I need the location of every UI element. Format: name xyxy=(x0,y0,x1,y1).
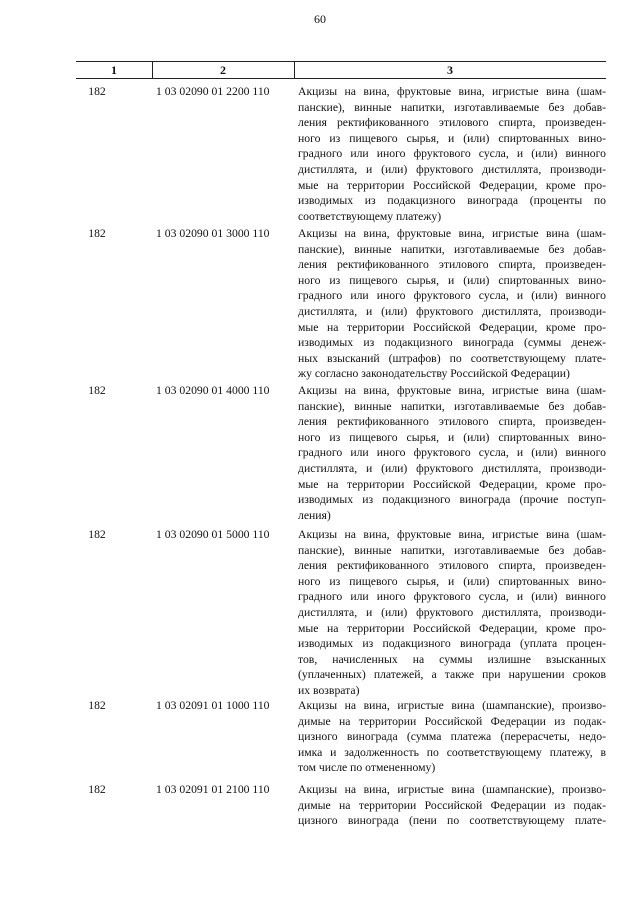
description-line: ного из пищевого сырья, и (или) спиртованных вино- xyxy=(298,430,606,444)
cell-description xyxy=(298,698,606,776)
header-col-3: 3 xyxy=(447,63,453,77)
description-line: цизного винограда (пени по соответствующему плате- xyxy=(298,814,606,828)
description-line: дистиллята, и (или) фруктового дистиллята, производи- xyxy=(298,162,606,176)
description-line: ления ректификованного этилового спирта, произведен- xyxy=(298,559,606,573)
cell-budget-classification-code: 1 03 02091 01 2100 110 xyxy=(156,783,270,796)
cell-description xyxy=(298,383,606,523)
description-line: том числе по отмененному) xyxy=(298,761,436,775)
cell-admin-code: 182 xyxy=(88,384,106,397)
cell-budget-classification-code: 1 03 02091 01 1000 110 xyxy=(156,699,270,712)
column-divider xyxy=(294,62,295,78)
description-line: ления ректификованного этилового спирта, произведен- xyxy=(298,116,606,130)
cell-admin-code: 182 xyxy=(88,783,106,796)
cell-admin-code: 182 xyxy=(88,528,106,541)
description-line: тов, начисленных на суммы излишне взысканных xyxy=(298,652,606,666)
cell-description xyxy=(298,226,606,382)
description-line: изводимых из подакцизного винограда (уплата процен- xyxy=(298,637,606,651)
column-divider xyxy=(152,62,153,78)
description-line: жу согласно законодательству Российской Федерации) xyxy=(298,367,570,381)
cell-budget-classification-code: 1 03 02090 01 4000 110 xyxy=(156,384,270,397)
description-line: изводимых из подакцизного винограда (прочие поступ- xyxy=(298,493,606,507)
description-line: соответствующему платежу) xyxy=(298,209,442,223)
description-line: ления ректификованного этилового спирта, произведен- xyxy=(298,258,606,272)
description-line: ных взысканий (штрафов) по соответствующему плате- xyxy=(298,351,606,365)
cell-admin-code: 182 xyxy=(88,227,106,240)
description-line: Акцизы на вина, фруктовые вина, игристые вина (шам- xyxy=(298,85,606,98)
description-line: ного из пищевого сырья, и (или) спиртованных вино- xyxy=(298,131,606,145)
description-line: дистиллята, и (или) фруктового дистиллята, производи- xyxy=(298,605,606,619)
description-line: димые на территории Российской Федерации из подак- xyxy=(298,798,606,812)
description-line: мые на территории Российской Федерации, кроме про- xyxy=(298,621,606,635)
description-line: панские), винные напитки, изготавливаемые без добав- xyxy=(298,399,606,413)
description-line: (уплаченных) платежей, а также при нарушении сроков xyxy=(298,668,606,682)
description-line: Акцизы на вина, фруктовые вина, игристые вина (шам- xyxy=(298,384,606,397)
description-line: панские), винные напитки, изготавливаемые без добав- xyxy=(298,242,606,256)
description-line: дистиллята, и (или) фруктового дистиллята, производи- xyxy=(298,304,606,318)
description-line: мые на территории Российской Федерации, кроме про- xyxy=(298,477,606,491)
description-line: ного из пищевого сырья, и (или) спиртованных вино- xyxy=(298,273,606,287)
description-line: Акцизы на вина, игристые вина (шампанские), произво- xyxy=(298,699,606,712)
description-line: мые на территории Российской Федерации, кроме про- xyxy=(298,320,606,334)
cell-budget-classification-code: 1 03 02090 01 3000 110 xyxy=(156,227,270,240)
cell-admin-code: 182 xyxy=(88,699,106,712)
description-line: изводимых из подакцизного винограда (проценты по xyxy=(298,194,606,208)
cell-budget-classification-code: 1 03 02090 01 5000 110 xyxy=(156,528,270,541)
description-line: градного или иного фруктового сусла, и (или) винного xyxy=(298,446,606,460)
cell-description xyxy=(298,527,606,699)
cell-description xyxy=(298,84,606,224)
description-line: градного или иного фруктового сусла, и (или) винного xyxy=(298,590,606,604)
description-line: димые на территории Российской Федерации из подак- xyxy=(298,714,606,728)
description-line: имка и задолженность по соответствующему платежу, в xyxy=(298,745,606,759)
description-line: дистиллята, и (или) фруктового дистиллята, производи- xyxy=(298,461,606,475)
cell-budget-classification-code: 1 03 02090 01 2200 110 xyxy=(156,85,270,98)
description-line: цизного винограда (сумма платежа (перерасчеты, недо- xyxy=(298,730,606,744)
description-line: градного или иного фруктового сусла, и (или) винного xyxy=(298,147,606,161)
page-number: 60 xyxy=(314,12,326,26)
cell-admin-code: 182 xyxy=(88,85,106,98)
budget-codes-table xyxy=(76,61,606,828)
description-line: ления) xyxy=(298,508,331,522)
description-line: изводимых из подакцизного винограда (суммы денеж- xyxy=(298,336,606,350)
header-col-1: 1 xyxy=(111,63,117,77)
description-line: ного из пищевого сырья, и (или) спиртованных вино- xyxy=(298,574,606,588)
description-line: Акцизы на вина, игристые вина (шампанские), произво- xyxy=(298,783,606,796)
description-line: мые на территории Российской Федерации, кроме про- xyxy=(298,178,606,192)
header-col-2: 2 xyxy=(220,63,226,77)
description-line: панские), винные напитки, изготавливаемые без добав- xyxy=(298,100,606,114)
description-line: Акцизы на вина, фруктовые вина, игристые вина (шам- xyxy=(298,528,606,541)
description-line: Акцизы на вина, фруктовые вина, игристые вина (шам- xyxy=(298,227,606,240)
description-line: их возврата) xyxy=(298,683,360,697)
description-line: панские), винные напитки, изготавливаемые без добав- xyxy=(298,543,606,557)
description-line: градного или иного фруктового сусла, и (или) винного xyxy=(298,289,606,303)
cell-description xyxy=(298,782,606,829)
table-header-row xyxy=(76,61,606,79)
description-line: ления ректификованного этилового спирта, произведен- xyxy=(298,415,606,429)
